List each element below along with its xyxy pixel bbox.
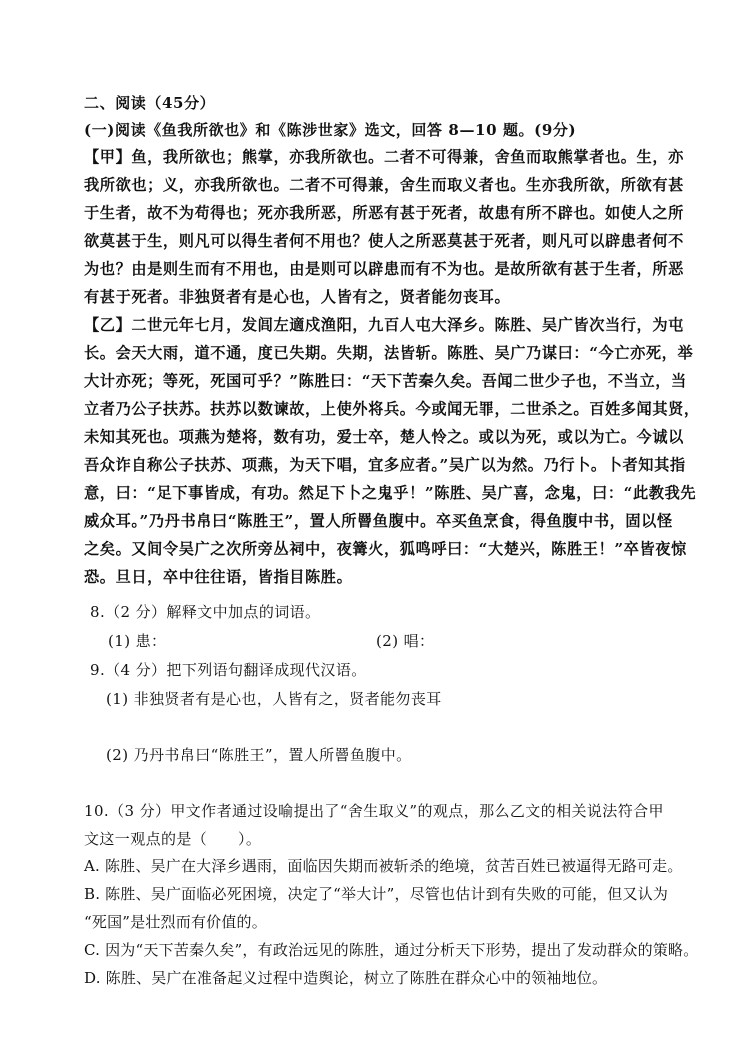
option-c: C. 因为“天下苦秦久矣”，有政治远见的陈胜，通过分析天下形势，提出了发动群众的策略。 [84,941,699,959]
passage-jia-line: 有甚于死者。非独贤者有是心也，人皆有之，贤者能勿丧耳。 [84,288,511,306]
question-8-stem: 8.（2 分）解释文中加点的词语。 [90,603,321,621]
passage-jia-line: 欲莫甚于生，则凡可以得生者何不用也？使人之所恶莫甚于死者，则凡可以辟患者何不 [84,232,684,250]
passage-jia-line: 于生者，故不为苟得也；死亦我所恶，所恶有甚于死者，故患有所不辟也。如使人之所 [84,204,684,222]
passage-yi-line: 恐。旦日，卒中往往语，皆指目陈胜。 [84,568,353,586]
question-9-stem: 9.（4 分）把下列语句翻译成现代汉语。 [90,661,367,679]
option-d: D. 陈胜、吴广在准备起义过程中造舆论，树立了陈胜在群众心中的领袖地位。 [84,969,608,987]
passage-yi-line: 意，曰：“足下事皆成，有功。然足下卜之鬼乎！”陈胜、吴广喜，念鬼，曰：“此教我先 [84,484,697,502]
option-a: A. 陈胜、吴广在大泽乡遇雨，面临因失期而被斩杀的绝境，贫苦百姓已被逼得无路可走。 [84,857,683,875]
passage-yi-line: 【乙】二世元年七月，发闾左適戍渔阳，九百人屯大泽乡。陈胜、吴广皆次当行，为屯 [84,316,684,334]
question-8-item-2: (2) 唱： [376,632,435,650]
passage-yi-line: 之矣。又间令吴广之次所旁丛祠中，夜篝火，狐鸣呼曰：“大楚兴，陈胜王！”卒皆夜惊 [84,540,687,558]
part-title: (一)阅读《鱼我所欲也》和《陈涉世家》选文，回答 8—10 题。(9分) [84,121,577,139]
question-10-stem: 10.（3 分）甲文作者通过设喻提出了“舍生取义”的观点，那么乙文的相关说法符合甲 [84,802,664,820]
section-title: 二、阅读（45分） [84,94,216,112]
option-b-cont: “死国”是壮烈而有价值的。 [84,913,267,931]
option-b: B. 陈胜、吴广面临必死困境，决定了“举大计”，尽管也估计到有失败的可能，但又认为 [84,885,669,903]
question-9-item-2: (2) 乃丹书帛曰“陈胜王”，置人所罾鱼腹中。 [106,746,412,764]
passage-yi-line: 长。会天大雨，道不通，度已失期。失期，法皆斩。陈胜、吴广乃谋曰：“今亡亦死，举 [84,344,694,362]
question-9-item-1: (1) 非独贤者有是心也，人皆有之，贤者能勿丧耳 [106,690,442,708]
passage-yi-line: 吾众诈自称公子扶苏、项燕，为天下唱，宜多应者。”吴广以为然。乃行卜。卜者知其指 [84,456,686,474]
passage-yi-line: 未知其死也。项燕为楚将，数有功，爱士卒，楚人怜之。或以为死，或以为亡。今诚以 [84,428,684,446]
passage-jia-line: 我所欲也；义，亦我所欲也。二者不可得兼，舍生而取义者也。生亦我所欲，所欲有甚 [84,176,684,194]
passage-yi-line: 大计亦死；等死，死国可乎？”陈胜曰：“天下苦秦久矣。吾闻二世少子也，不当立，当 [84,372,687,390]
passage-yi-line: 立者乃公子扶苏。扶苏以数谏故，上使外将兵。今或闻无罪，二世杀之。百姓多闻其贤， [84,400,700,418]
question-8-item-1: (1) 患： [108,632,167,650]
passage-jia-line: 【甲】鱼，我所欲也；熊掌，亦我所欲也。二者不可得兼，舍鱼而取熊掌者也。生，亦 [84,148,684,166]
passage-yi-line: 威众耳。”乃丹书帛曰“陈胜王”，置人所罾鱼腹中。卒买鱼烹食，得鱼腹中书，固以怪 [84,512,673,530]
passage-jia-line: 为也？由是则生而有不用也，由是则可以辟患而有不为也。是故所欲有甚于生者，所恶 [84,260,684,278]
question-10-stem-cont: 文这一观点的是（ ）。 [84,830,262,848]
